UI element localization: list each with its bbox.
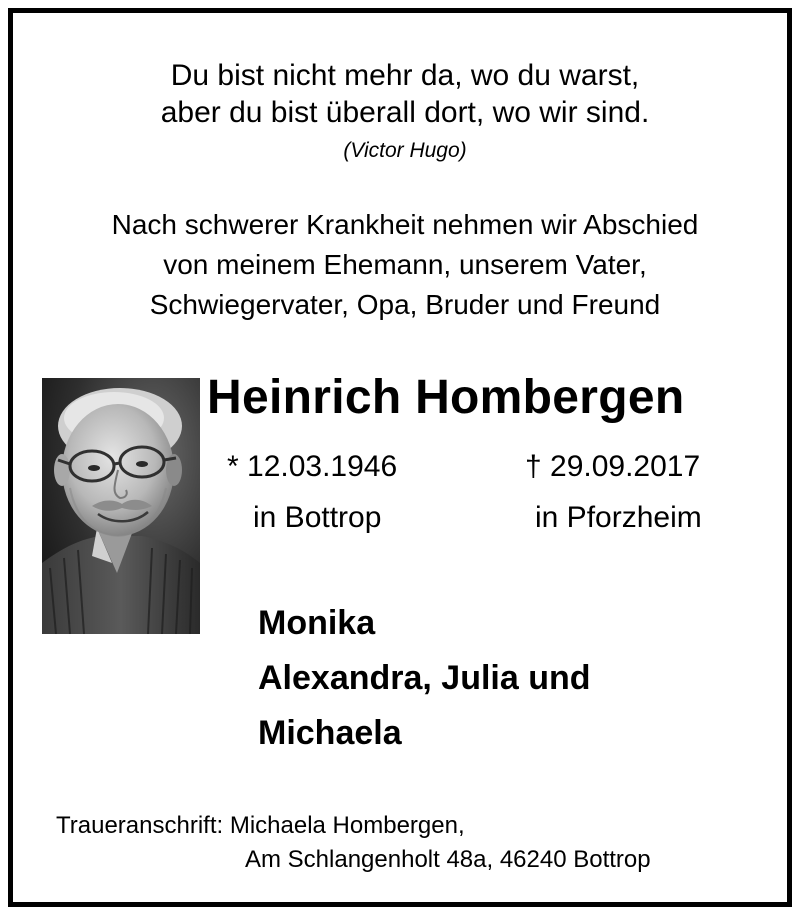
quote-line-1: Du bist nicht mehr da, wo du warst,: [170, 59, 640, 92]
portrait-image: [42, 378, 200, 634]
birth-date: * 12.03.1946: [227, 450, 398, 483]
deceased-name: Heinrich Hombergen: [207, 371, 685, 424]
quote-author: (Victor Hugo): [343, 139, 467, 162]
survivor-line-1: Monika: [258, 604, 376, 642]
intro-line-1: Nach schwerer Krankheit nehmen wir Abschied: [111, 209, 699, 240]
address-line-1: Traueranschrift: Michaela Hombergen,: [56, 812, 465, 839]
intro-line-2: von meinem Ehemann, unserem Vater,: [163, 249, 647, 280]
address-line-2: Am Schlangenholt 48a, 46240 Bottrop: [245, 846, 651, 873]
quote-line-2: aber du bist überall dort, wo wir sind.: [160, 96, 650, 129]
portrait-photo: [42, 378, 200, 634]
intro-line-3: Schwiegervater, Opa, Bruder und Freund: [149, 289, 661, 320]
death-date: † 29.09.2017: [525, 450, 701, 483]
birth-place: in Bottrop: [253, 501, 382, 534]
survivor-line-2: Alexandra, Julia und: [258, 659, 591, 697]
survivor-line-3: Michaela: [258, 714, 402, 752]
obituary-card: [8, 8, 792, 907]
death-place: in Pforzheim: [535, 501, 702, 534]
